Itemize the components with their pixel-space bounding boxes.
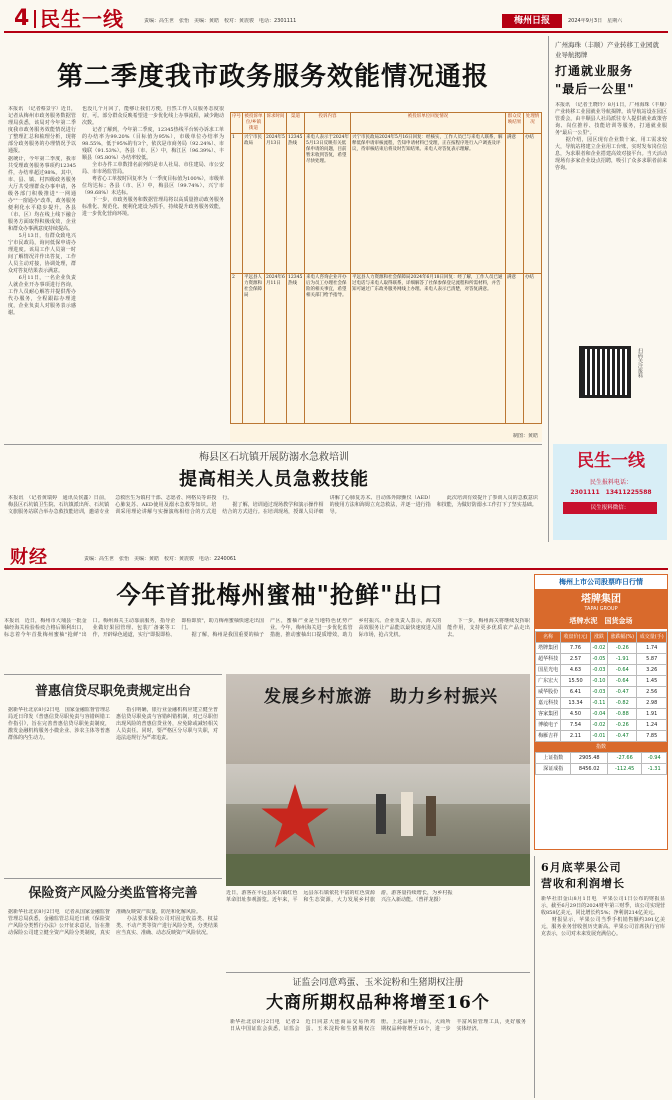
sponsor-english: TAPAI GROUP	[584, 606, 618, 612]
masthead: 梅州日报	[502, 14, 562, 28]
stock-cell: 15.50	[561, 676, 591, 687]
finance-section-title: 财经	[10, 547, 48, 568]
stock-cell: 13.34	[561, 698, 591, 709]
futures-headline: 大商所期权品种将增至16个	[266, 993, 490, 1013]
stock-cell: -0.03	[590, 665, 607, 676]
table-row	[231, 274, 542, 424]
stock-header-cell: 名称	[536, 632, 561, 643]
table-header-cell: 投诉内容	[305, 113, 351, 134]
stock-cell: -0.04	[590, 709, 607, 720]
index-row	[536, 764, 667, 775]
stock-header-row	[536, 632, 667, 643]
cell-no: 1	[231, 134, 243, 274]
table-caption: 制图：黄皓	[512, 433, 538, 439]
stock-cell: 2.56	[637, 687, 667, 698]
training-article	[4, 444, 542, 542]
stock-cell: -0.26	[608, 643, 637, 654]
index-cell: -1.31	[642, 764, 667, 775]
stock-cell: 6.41	[561, 687, 591, 698]
stock-cell: 4.63	[561, 665, 591, 676]
sponsor-slogan: 塔牌水泥 国货金场	[569, 617, 633, 625]
stock-cell: 塔牌集团	[536, 643, 561, 654]
credit-body: 据新华社北京8月2日电 国家金融监督管理总局近日印发《普惠信贷尽职免责与容错纠错工作指引》，旨在完善普惠信贷尽职免责制度，激发金融机构服务小微企业、涉农主体等普惠群体的内生动力。 指引明确，银行业金融机构应建立健全普惠信贷尽职免责与容错纠错机制，对已尽职但出现风险的普惠信贷业务，应免除或减轻相关人员责任。同时，要严格区分尽职与失职，对违法违规行为严肃追责。	[8, 707, 218, 741]
table-header-cell: 诉求时间	[265, 113, 287, 134]
hotline-ad-title: 民生一线	[577, 451, 645, 471]
tourism-headline: 发展乡村旅游 助力乡村振兴	[264, 687, 498, 707]
index-cell: 2905.48	[571, 753, 608, 764]
credit-headline: 普惠信贷尽职免责规定出台	[34, 684, 191, 699]
cell-result: 满意	[506, 274, 524, 424]
finance-header	[4, 546, 668, 570]
stock-header-cell: 成交量(手)	[637, 632, 667, 643]
stock-cell: -0.02	[590, 720, 607, 731]
hotline-ad	[553, 444, 667, 540]
stock-cell: 威华股份	[536, 687, 561, 698]
stock-row	[536, 654, 667, 665]
stock-cell: 2.57	[561, 654, 591, 665]
stock-header-cell: 收盘价(元)	[561, 632, 591, 643]
stock-table-wrap	[535, 631, 667, 775]
stock-row	[536, 709, 667, 720]
stock-cell: -0.26	[608, 720, 637, 731]
cell-time: 2024年6月11日	[265, 274, 287, 424]
futures-article	[226, 972, 530, 1098]
stock-cell: -0.10	[590, 676, 607, 687]
table-header-cell: 渠道	[287, 113, 305, 134]
index-cell: 上证指数	[536, 753, 571, 764]
stock-table	[535, 631, 667, 742]
index-cell: -0.94	[642, 753, 667, 764]
main-col2b	[154, 106, 224, 436]
stock-row	[536, 687, 667, 698]
stock-row	[536, 665, 667, 676]
table-header-cell: 序号	[231, 113, 243, 134]
stock-cell: -0.82	[608, 698, 637, 709]
stock-cell: 国星光电	[536, 665, 561, 676]
cell-content: 来电人咨询企业开办后为员工办理社会保险的相关事宜，希望相关部门给予指导。	[305, 274, 351, 424]
hotline-ad-note: 民生报料微信：	[563, 502, 657, 514]
stock-cell: 广东宏大	[536, 676, 561, 687]
stock-cell: -0.05	[590, 654, 607, 665]
stock-header-cell: 涨跌	[590, 632, 607, 643]
tourism-feature	[226, 674, 530, 970]
stock-cell: -0.64	[608, 676, 637, 687]
stock-row	[536, 698, 667, 709]
employment-body: 本报讯 （记者王晓玲）8月1日，广州海珠（丰顺）产业转移工业园就业导航揭牌。该导航站设在园区管委会，由丰顺县人社局派驻专人提供就业政策咨询、岗位推荐、技能培训等服务，打通就业服务"最后一公里"。 据介绍，园区现有企业数十家，用工需求较大，导航站将建立企业用工台账，实时发布岗位信息，为求职者和企业搭建高效对接平台。当天活动现场有多家企业设点招聘，吸引了众多求职者前来咨询。	[555, 102, 667, 171]
futures-kicker: 证监会同意鸡蛋、玉米淀粉和生猪期权注册	[292, 978, 464, 988]
stock-cell: 7.54	[561, 720, 591, 731]
main-headline: 第二季度我市政务服务效能情况通报	[56, 62, 489, 92]
complaint-table-grid	[230, 112, 542, 424]
cell-result: 满意	[506, 134, 524, 274]
stock-cell: 3.26	[637, 665, 667, 676]
stock-cell: 嘉元科技	[536, 698, 561, 709]
stock-cell: 4.50	[561, 709, 591, 720]
sponsor-logo: 塔牌集团	[581, 594, 621, 605]
employment-headline: 打通就业服务 "最后一公里"	[555, 64, 635, 96]
credit-article	[4, 674, 222, 874]
stock-panel-title: 梅州上市公司股票昨日行情	[535, 575, 667, 589]
apple-headline: 6月底苹果公司 营收和利润增长	[541, 861, 625, 890]
table-row	[231, 134, 542, 274]
stock-row	[536, 720, 667, 731]
stock-cell: 1.74	[637, 643, 667, 654]
issue-date: 2024年9月3日 星期六	[568, 18, 623, 24]
stock-cell: -0.03	[590, 687, 607, 698]
stock-cell: 1.45	[637, 676, 667, 687]
apple-article	[534, 856, 668, 1098]
stock-cell: -0.88	[608, 709, 637, 720]
cell-status: 办结	[524, 134, 542, 274]
stock-cell: 7.76	[561, 643, 591, 654]
index-label: 指数	[535, 742, 667, 752]
stock-cell: 2.11	[561, 731, 591, 742]
training-headline: 提高相关人员急救技能	[179, 469, 369, 490]
training-kicker: 梅县区石坑镇开展防溺水急救培训	[199, 452, 349, 463]
index-cell: 深证成指	[536, 764, 571, 775]
cell-no: 2	[231, 274, 243, 424]
qr-code	[579, 346, 631, 398]
cell-unit: 平远县人力资源和社会保障局	[243, 274, 265, 424]
stock-row	[536, 731, 667, 742]
table-header-row	[231, 113, 542, 134]
cell-channel: 12345热线	[287, 274, 305, 424]
main-col1: 据统计，今年第二季度，我市共受理政务服务事项约12345件，办结率超过98%。其中，市、县、镇、村四级政务服务大厅共受理群众办事申请，各级各部门积极推进"一网通办""一窗通办"改革，政务服务便利化水平稳步提升。各县（市、区）均在线上线下融合服务方面取得积极成效，企业和群众办事满意度持续提高。 5月13日，有群众致电兴宁市民政局，询问低保申请办理进度。该局工作人员第一时间了解情况并作出答复，工作人员主动对接，协调处理，群众对答复结果表示满意。 6月11日，一名企业负责人就企业开办事项进行咨询，工作人员耐心解答并提供帮办代办服务，全程跟踪办理进度，企业负责人对服务表示感谢。	[8, 156, 76, 316]
stock-cell: -0.11	[590, 698, 607, 709]
qr-caption: 扫码关注报料	[637, 348, 643, 378]
hotline-ad-phone: 2301111 13411225588	[570, 489, 652, 496]
index-row	[536, 753, 667, 764]
stock-header-cell: 涨跌幅(%)	[608, 632, 637, 643]
index-table	[535, 752, 667, 775]
index-cell: 8456.02	[571, 764, 608, 775]
stock-cell: 7.85	[637, 731, 667, 742]
pomelo-body: 本报讯 近日，梅州市大埔县一批金柚经海关检验检疫合格后顺利出口，标志着今年首批梅州蜜柚"抢鲜"出口。梅州海关主动靠前服务，指导企业做好果园管理、包装厂备案等工作，开辟绿色通道，实行"即报即检、即检即放"，助力梅州蜜柚快速走出国门。 据了解，梅州是我国重要的柚子产区，蜜柚产业是当地特色优势产业。今年，梅州海关进一步优化监管措施，推动蜜柚出口提质增效，助力乡村振兴。企业负责人表示，海关的高效服务让产品能以最快速度进入国际市场，抢占先机。 下一步，梅州海关将继续发挥职能作用，支持更多优质农产品走出去。	[4, 618, 530, 638]
table-header-cell: 被投诉单位回复情况	[351, 113, 506, 134]
table-header-cell: 被投诉单位/乡镇街道	[243, 113, 265, 134]
stock-cell: 客家集团	[536, 709, 561, 720]
stock-cell: 超华科技	[536, 654, 561, 665]
sponsor-banner	[535, 589, 667, 629]
insurance-article	[4, 878, 222, 1098]
futures-body: 新华社北京8月2日电 记者2日从中国证监会获悉，证监会近日同意大连商品交易所鸡蛋、玉米淀粉和生猪期权注册。上述品种上市后，大商所期权品种将增至16个，进一步丰富风险管理工具，更好服务实体经济。	[230, 1019, 526, 1032]
training-body: 本报讯 （记者黄瑞婷 通讯员侯鑫）日前，梅县区石坑镇卫生院、石坑镇派出所、石坑镇文旅服务站联合举办急救技能培训，邀请专业急救医生为镇村干部、志愿者、网格员等讲授心肺复苏、AED使用及溺水急救等知识。培训采用理论讲解与实操演练相结合的方式进行。 据了解，培训通过现场教学和演示操作相结合的方式进行。在培训现场，授课人员详细讲解了心肺复苏术、自动体外除颤仪（AED）的使用方法和海姆立克急救法，并逐一进行指导。 此次培训有效提升了参训人员的急救意识和技能，为做好防溺水工作打下了坚实基础。	[8, 495, 538, 515]
stock-panel	[534, 574, 668, 850]
section-title: 民生一线	[40, 7, 124, 31]
stock-cell: -0.47	[608, 687, 637, 698]
index-cell: -27.66	[608, 753, 642, 764]
table-header-cell: 群众反映结果	[506, 113, 524, 134]
stock-cell: 1.91	[637, 709, 667, 720]
stock-cell: 5.87	[637, 654, 667, 665]
cell-time: 2024年5月13日	[265, 134, 287, 274]
index-cell: -112.45	[608, 764, 642, 775]
stock-cell: -1.91	[608, 654, 637, 665]
tourism-caption: 近日，游客在平远县东石镇红色革命旧址参观游览。近年来，平远县东石镇依托丰富的红色资源和生态资源，大力发展乡村旅游，游客量持续增长，为乡村振兴注入新动能。（曾祥龙摄）	[226, 890, 453, 903]
cell-unit: 兴宁市民政局	[243, 134, 265, 274]
finance-editors: 责编：高生世 张怡 美编：黄皓 校对：黄震骏 电话：2240061	[84, 556, 237, 562]
page-header	[4, 6, 668, 32]
apple-body: 新华社旧金山8月1日电 苹果公司1日公布的财报显示，截至6月29日的2024财年第三财季，该公司实现营收858亿美元，同比增长约5%；净利润214亿美元。 财报显示，苹果公司当季手机销售额约391亿美元，服务业务营收创历史新高。苹果公司首席执行官库克表示，公司对未来发展充满信心。	[541, 896, 665, 937]
complaint-table	[230, 112, 542, 442]
employment-article	[548, 36, 668, 542]
page-number: 4	[14, 6, 30, 31]
stock-cell: -0.64	[608, 665, 637, 676]
main-article	[4, 36, 542, 440]
employment-kicker: 广州海珠（丰顺）产业转移工业园就业导航揭牌	[555, 41, 659, 59]
stock-cell: -0.01	[590, 731, 607, 742]
cell-reply: 平远县人力资源和社会保障局2024年6月18日回复：经了解，工作人员已通过电话与来电人取得联系，详细解答了社保参保登记流程和所需材料，并告知可通过广东政务服务网线上办理。来电人表示已清楚，对答复满意。	[351, 274, 506, 424]
cell-status: 办结	[524, 274, 542, 424]
cell-content: 来电人表示于2024年5月13日反映有关低保申请的问题，目前暂未收到答复，希望尽快处理。	[305, 134, 351, 274]
insurance-headline: 保险资产风险分类监管将完善	[28, 886, 198, 901]
stock-cell: 博敏电子	[536, 720, 561, 731]
stock-cell: -0.47	[608, 731, 637, 742]
stock-cell: 1.24	[637, 720, 667, 731]
stock-row	[536, 676, 667, 687]
editors-line: 责编：高生世 张怡 美编：黄皓 校对：黄震骏 电话：2301111	[144, 18, 297, 24]
pomelo-headline: 今年首批梅州蜜柚"抢鲜"出口	[116, 580, 444, 609]
stock-cell: -0.02	[590, 643, 607, 654]
cell-reply: 兴宁市民政局2024年5月16日回复：经核实，工作人员已与来电人联系，解释低保申请审核流程，告知申请材料已受理，正在按程序进行入户调查及评议，待审核结束后将及时告知结果。来电人对答复表示理解。	[351, 134, 506, 274]
stock-cell: 梅雁吉祥	[536, 731, 561, 742]
insurance-body: 据新华社北京8月2日电 记者从国家金融监督管理总局获悉，金融监管总局近日就《保险资产风险分类暂行办法》公开征求意见，旨在推动保险公司建立健全资产风险分类制度，真实准确反映资产质量，防范和化解风险。 办法要求保险公司对固定收益类、权益类、不动产类等资产进行风险分类，分类结果应当真实、准确、动态反映资产风险状况。	[8, 909, 218, 936]
hotline-ad-sub: 民生报料电话：	[589, 479, 632, 486]
stock-row	[536, 643, 667, 654]
main-col2: 也没几个月回了，能够让我们方便，自然工作人员服务态度很好，可。部分群众反映希望进一步优化线上办事流程，减少跑动次数。 记者了解到，今年第二季度，12345热线平台转办诉求工单的办结率为99.20%（目标值为95%），市级单位办结率为98.55%，低于95%的有3个，依次是市商务局（92.24%）、市残联（91.53%）。各县（市、区）中，梅江区（96.39%）、丰顺县（95.80%）办结率较低。 全市办件工单数排名前列的是市人社局、市住建局、市公安局、市市场监管局。 粤省心工单按时回复率为（一季度目标值为100%），市级单位均达标；各县（市、区）中，梅县区（99.74%）、兴宁市（99.68%）未达标。 下一步，市政务服务和数据管理局将以高质量推动政务服务标准化、规范化、便利化建设为抓手，持续提升政务服务效能，进一步优化营商环境。	[82, 106, 224, 217]
stock-cell: 2.98	[637, 698, 667, 709]
main-byline: 本报讯 （记者蔡景宇）近日，记者从梅州市政务服务数据管理局获悉，该局对今年第二季度我市政务服务效能情况进行了整理汇总和梳理分析，现将部分政务服务的办理情况予以通报。	[8, 106, 76, 154]
table-header-cell: 处理情况	[524, 113, 542, 134]
cell-channel: 12345热线	[287, 134, 305, 274]
